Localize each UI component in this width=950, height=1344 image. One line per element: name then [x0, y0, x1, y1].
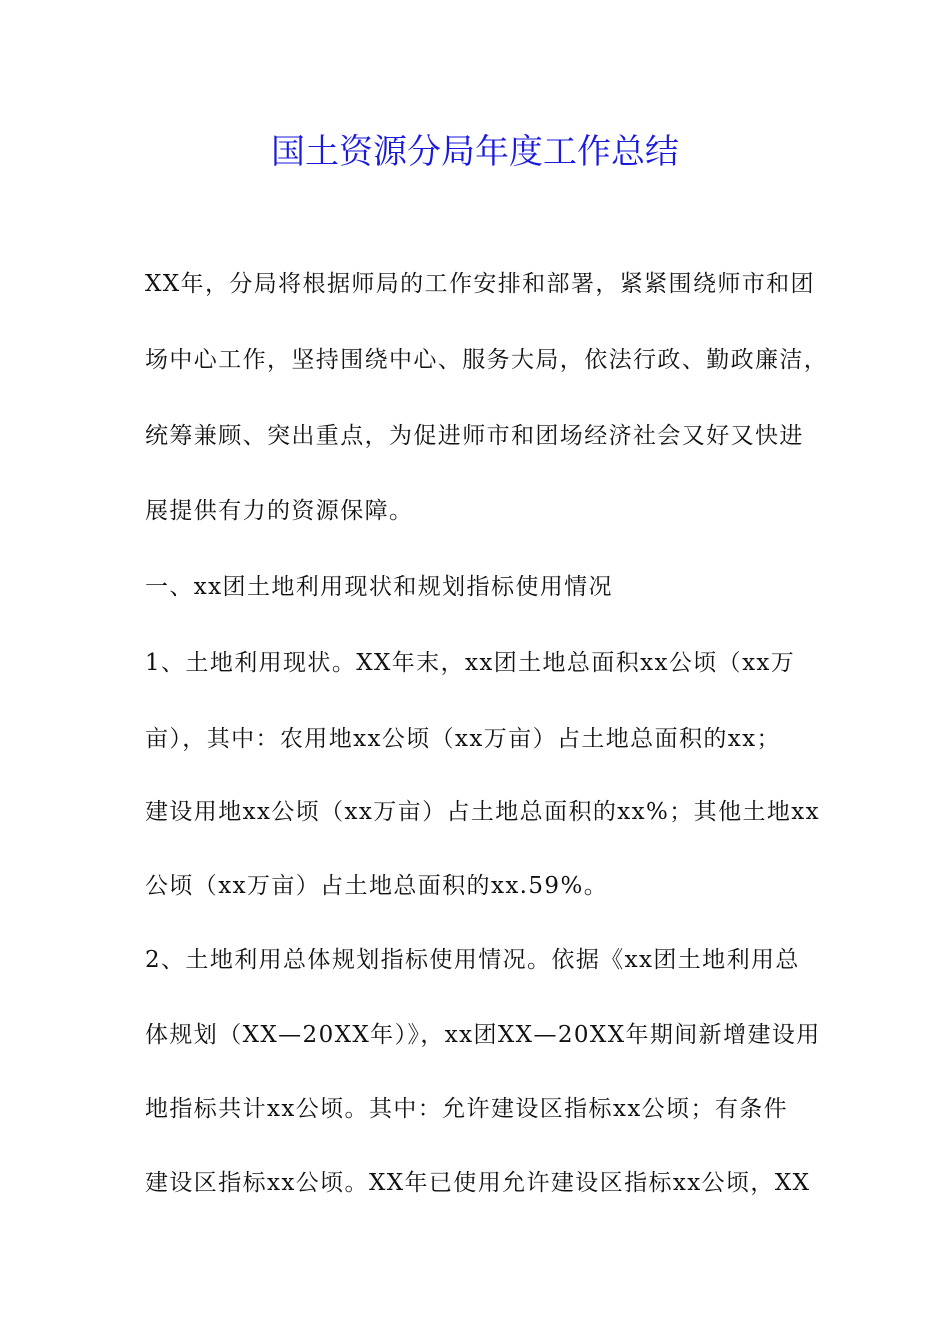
section-heading: 一、xx团土地利用现状和规划指标使用情况: [145, 574, 613, 600]
paragraph-line: 统筹兼顾、突出重点，为促进师市和团场经济社会又好又快进: [145, 423, 804, 449]
paragraph-line: 2、土地利用总体规划指标使用情况。依据《xx团土地利用总: [145, 947, 800, 973]
paragraph-line: 展提供有力的资源保障。: [145, 498, 414, 524]
paragraph-line: 亩），其中：农用地xx公顷（xx万亩）占土地总面积的xx；: [145, 726, 781, 752]
paragraph-line: 体规划（XX—20XX年）》，xx团XX—20XX年期间新增建设用: [145, 1022, 821, 1048]
document-title: 国土资源分局年度工作总结: [271, 132, 679, 172]
paragraph-line: 1、土地利用现状。XX年末，xx团土地总面积xx公顷（xx万: [145, 650, 796, 676]
paragraph-line: 建设用地xx公顷（xx万亩）占土地总面积的xx%；其他土地xx: [145, 799, 821, 825]
paragraph-line: 场中心工作，坚持围绕中心、服务大局，依法行政、勤政廉洁，: [145, 347, 829, 373]
paragraph-line: 公顷（xx万亩）占土地总面积的xx.59%。: [145, 873, 609, 899]
paragraph-line: 地指标共计xx公顷。其中：允许建设区指标xx公顷；有条件: [145, 1096, 789, 1122]
paragraph-line: 建设区指标xx公顷。XX年已使用允许建设区指标xx公顷，XX: [145, 1170, 811, 1196]
paragraph-line: XX年，分局将根据师局的工作安排和部署，紧紧围绕师市和团: [145, 271, 815, 297]
